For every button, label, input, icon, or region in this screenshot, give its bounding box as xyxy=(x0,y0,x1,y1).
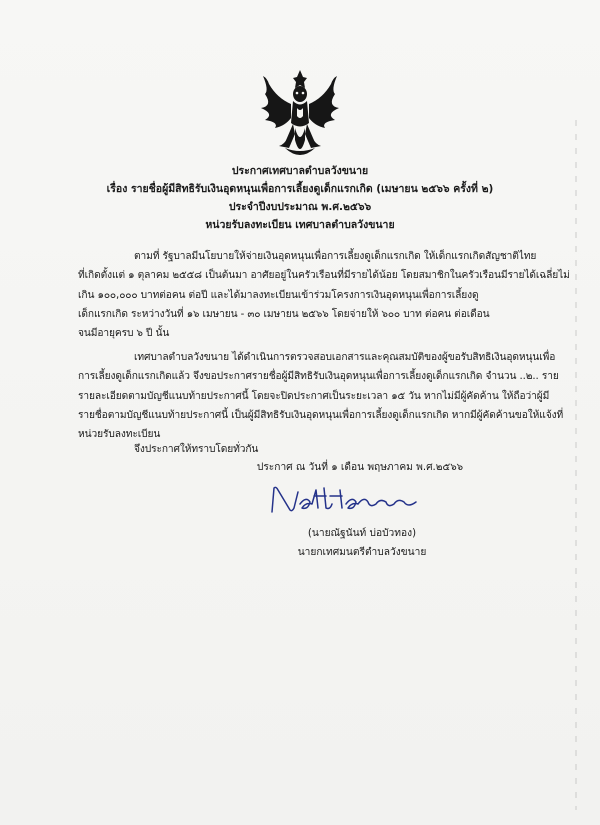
signatory-position: นายกเทศมนตรีตำบลวังขนาย xyxy=(297,547,427,558)
paragraph-line: เกิน ๑๐๐,๐๐๐ บาทต่อคน ต่อปี และได้มาลงทะเบียนเข้าร่วมโครงการเงินอุดหนุนเพื่อการเลี้ยงดู xyxy=(78,289,479,301)
paragraph-line: ตามที่ รัฐบาลมีนโยบายให้จ่ายเงินอุดหนุนเพื่อการเลี้ยงดูเด็กแรกเกิด ให้เด็กแรกเกิดสัญชาติไทย xyxy=(134,251,537,262)
paragraph-line: ที่เกิดตั้งแต่ ๑ ตุลาคม ๒๕๕๘ เป็นต้นมา อาศัยอยู่ในครัวเรือนที่มีรายได้น้อย โดยสมาชิกในครัวเรือนมีรายได้เฉลี่ยไม่ xyxy=(78,270,570,282)
announcement-agency: ประกาศเทศบาลตำบลวังขนาย xyxy=(231,165,369,177)
paragraph-line: จนมีอายุครบ ๖ ปี นั้น xyxy=(78,328,170,340)
signature-mark xyxy=(260,480,460,520)
paragraph-line: เด็กแรกเกิด ระหว่างวันที่ ๑๖ เมษายน - ๓๐ เมษายน ๒๕๖๖ โดยจ่ายให้ ๖๐๐ บาท ต่อคน ต่อเดือน xyxy=(78,308,490,320)
garuda-emblem-icon xyxy=(255,68,345,162)
paragraph-line: เทศบาลตำบลวังขนาย ได้ดำเนินการตรวจสอบเอกสารและคุณสมบัติของผู้ขอรับสิทธิเงินอุดหนุนเพื่อ xyxy=(134,352,556,363)
paragraph-policy xyxy=(78,247,570,343)
fiscal-year: ประจำปีงบประมาณ พ.ศ.๒๕๖๖ xyxy=(228,201,372,213)
announcement-subject: เรื่อง รายชื่อผู้มีสิทธิรับเงินอุดหนุนเพื่อการเลี้ยงดูเด็กแรกเกิด (เมษายน ๒๕๖๖ ครั้งที่ ๒) xyxy=(106,183,494,195)
paragraph-line: การเลี้ยงดูเด็กแรกเกิดแล้ว จึงขอประกาศรายชื่อผู้มีสิทธิรับเงินอุดหนุนเพื่อการเลี้ยงดูเด็กแรกเกิด จำนวน ..๒.. ราย xyxy=(78,371,559,383)
paragraph-line: หน่วยรับลงทะเบียน xyxy=(78,429,161,441)
paragraph-line: รายชื่อตามบัญชีแนบท้ายประกาศนี้ เป็นผู้มีสิทธิรับเงินอุดหนุนเพื่อการเลี้ยงดูเด็กแรกเกิด หากมีผู้คัดค้านขอให้แจ้งที่ xyxy=(78,409,564,421)
date-line: ประกาศ ณ วันที่ ๑ เดือน พฤษภาคม พ.ศ.๒๕๖๖ xyxy=(256,462,464,473)
signatory-name: (นายณัฐนันท์ บ่อบัวทอง) xyxy=(307,528,417,539)
closing-text: จึงประกาศให้ทราบโดยทั่วกัน xyxy=(134,444,259,455)
paragraph-line: รายละเอียดตามบัญชีแนบท้ายประกาศนี้ โดยจะปิดประกาศเป็นระยะเวลา ๑๕ วัน หากไม่มีผู้คัดค้าน ให้ถือว่าผู้มี xyxy=(78,390,550,402)
closing-line xyxy=(78,440,516,459)
paragraph-result xyxy=(78,348,564,444)
registration-unit: หน่วยรับลงทะเบียน เทศบาลตำบลวังขนาย xyxy=(205,219,395,231)
